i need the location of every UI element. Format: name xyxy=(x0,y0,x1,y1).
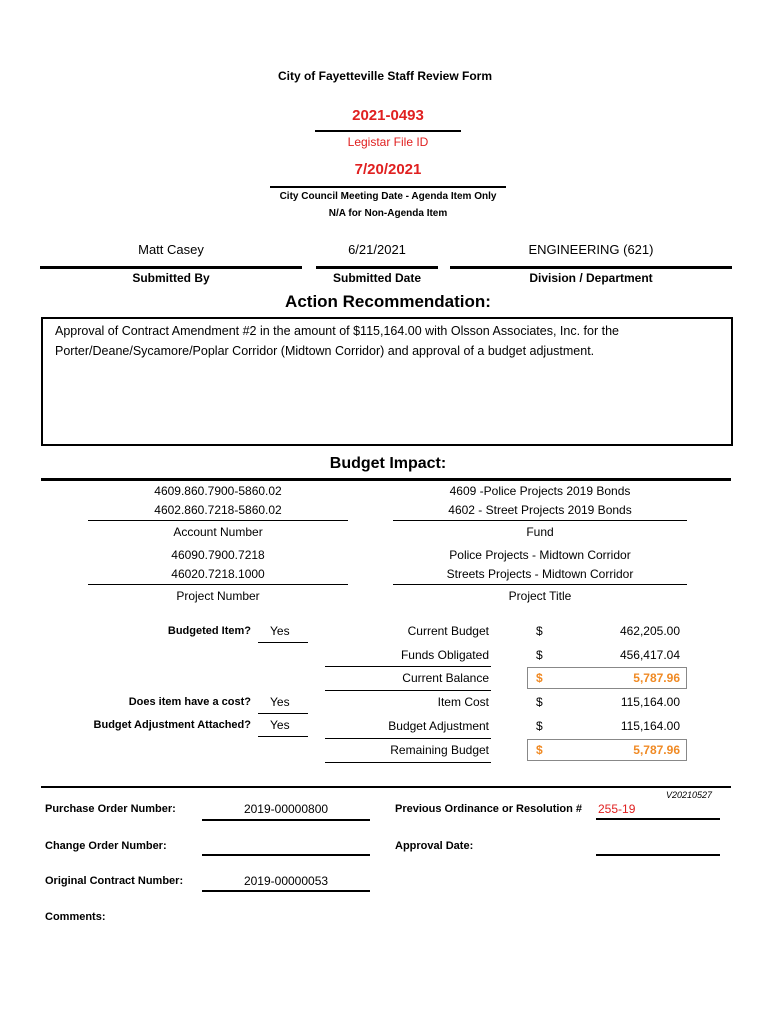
account-number-1: 4609.860.7900-5860.02 xyxy=(154,484,282,498)
budgeted-item-label: Budgeted Item? xyxy=(167,625,251,637)
meeting-date-underline xyxy=(270,186,506,188)
budget-adjustment-attached-label: Budget Adjustment Attached? xyxy=(93,719,251,731)
form-version: V20210527 xyxy=(665,790,712,800)
remaining-budget-top-rule xyxy=(325,738,491,739)
budget-adjustment-value: 115,164.00 xyxy=(620,719,680,733)
budget-adjustment-label: Budget Adjustment xyxy=(388,719,489,733)
po-value[interactable]: 2019-00000800 xyxy=(243,802,329,816)
account-number-label: Account Number xyxy=(173,525,263,539)
current-budget-label: Current Budget xyxy=(407,624,489,638)
project-number-underline xyxy=(88,584,348,585)
form-title: City of Fayetteville Staff Review Form xyxy=(277,69,493,83)
budget-adjustment-currency: $ xyxy=(536,719,543,733)
project-title-2: Streets Projects - Midtown Corridor xyxy=(446,567,634,581)
change-order-field[interactable] xyxy=(202,854,370,856)
remaining-budget-label: Remaining Budget xyxy=(390,743,489,757)
original-contract-label: Original Contract Number: xyxy=(45,875,184,887)
funds-obligated-label: Funds Obligated xyxy=(400,648,489,662)
comments-label: Comments: xyxy=(45,911,106,923)
remaining-budget-value: 5,787.96 xyxy=(633,743,680,757)
project-title-underline xyxy=(393,584,687,585)
current-balance-value: 5,787.96 xyxy=(633,671,680,685)
original-contract-underline xyxy=(202,890,370,892)
submitted-by-label: Submitted By xyxy=(132,271,210,285)
fund-1: 4609 -Police Projects 2019 Bonds xyxy=(449,484,631,498)
fund-underline xyxy=(393,520,687,521)
budgeted-item-underline xyxy=(258,642,308,643)
budget-adjustment-attached-value: Yes xyxy=(270,718,290,732)
submitted-date-label: Submitted Date xyxy=(332,271,421,285)
has-cost-label: Does item have a cost? xyxy=(128,696,251,708)
footer-rule xyxy=(41,786,731,788)
submitted-date-underline xyxy=(316,266,438,269)
action-box xyxy=(41,317,733,446)
meeting-date-label-1: City Council Meeting Date - Agenda Item Only xyxy=(279,191,497,202)
action-heading: Action Recommendation: xyxy=(285,292,491,311)
current-balance-top-rule xyxy=(325,666,491,667)
budget-rule xyxy=(41,478,731,481)
account-underline xyxy=(88,520,348,521)
funds-obligated-value: 456,417.04 xyxy=(619,648,680,662)
account-number-2: 4602.860.7218-5860.02 xyxy=(154,503,282,517)
budget-heading: Budget Impact: xyxy=(329,455,447,472)
has-cost-value: Yes xyxy=(270,695,290,709)
budgeted-item-value: Yes xyxy=(270,624,290,638)
project-number-1: 46090.7900.7218 xyxy=(171,548,265,562)
previous-ordinance-underline xyxy=(596,818,720,820)
fund-2: 4602 - Street Projects 2019 Bonds xyxy=(448,503,632,517)
item-cost-label: Item Cost xyxy=(437,695,489,709)
legistar-file-id-value: 2021-0493 xyxy=(352,107,424,124)
has-cost-underline xyxy=(258,713,308,714)
item-cost-currency: $ xyxy=(536,695,543,709)
division-label: Division / Department xyxy=(529,271,653,285)
previous-ordinance-value[interactable]: 255-19 xyxy=(598,802,636,816)
project-number-label: Project Number xyxy=(176,589,260,603)
fund-label: Fund xyxy=(526,525,554,539)
approval-date-field[interactable] xyxy=(596,854,720,856)
project-number-2: 46020.7218.1000 xyxy=(171,567,265,581)
current-balance-currency: $ xyxy=(536,671,543,685)
ba-attached-underline xyxy=(258,736,308,737)
division-underline xyxy=(450,266,732,269)
current-balance-label: Current Balance xyxy=(402,671,489,685)
project-title-label: Project Title xyxy=(508,589,572,603)
previous-ordinance-label: Previous Ordinance or Resolution # xyxy=(395,803,583,815)
change-order-label: Change Order Number: xyxy=(45,840,167,852)
current-budget-value: 462,205.00 xyxy=(619,624,680,638)
item-cost-value: 115,164.00 xyxy=(620,695,680,709)
project-title-1: Police Projects - Midtown Corridor xyxy=(449,548,631,562)
remaining-budget-bottom-rule xyxy=(325,762,491,763)
funds-obligated-currency-symbol: $ xyxy=(536,648,543,662)
po-label: Purchase Order Number: xyxy=(45,803,176,815)
submitted-by-underline xyxy=(40,266,302,269)
meeting-date-label-2: N/A for Non-Agenda Item xyxy=(328,208,448,219)
remaining-budget-currency: $ xyxy=(536,743,543,757)
action-text: Approval of Contract Amendment #2 in the amount of $115,164.00 with Olsson Associates, Inc. for the Porter/Deane/Sycamore/Poplar Corridor (Midtown Corridor) and approval of a budget adjustment. xyxy=(55,324,619,358)
current-budget-currency: $ xyxy=(536,624,543,638)
submitted-date-value: 6/21/2021 xyxy=(348,242,406,257)
current-balance-bottom-rule xyxy=(325,690,491,691)
original-contract-value[interactable]: 2019-00000053 xyxy=(243,874,329,888)
meeting-date-value: 7/20/2021 xyxy=(354,161,422,178)
submitted-by-value: Matt Casey xyxy=(138,242,204,257)
po-underline xyxy=(202,819,370,821)
approval-date-label: Approval Date: xyxy=(395,840,474,852)
file-id-underline xyxy=(315,130,461,132)
legistar-file-id-label: Legistar File ID xyxy=(347,135,429,149)
division-value: ENGINEERING (621) xyxy=(528,242,654,257)
